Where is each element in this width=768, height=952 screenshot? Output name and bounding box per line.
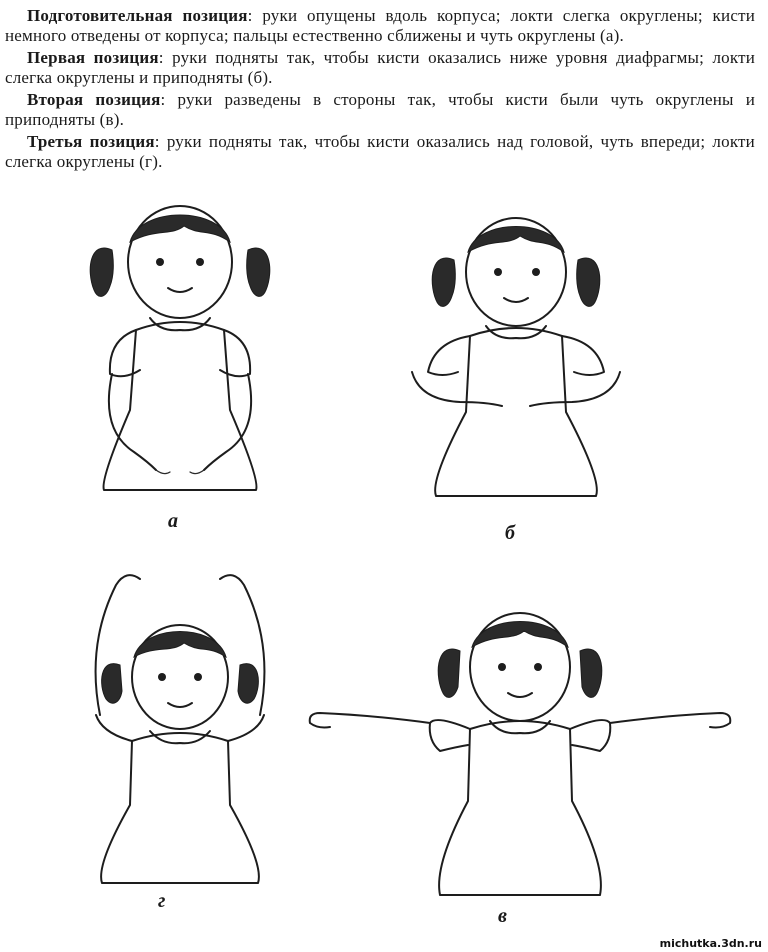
dress bbox=[435, 328, 597, 496]
dress bbox=[104, 322, 257, 490]
bangs bbox=[468, 227, 564, 253]
sleeve-left bbox=[430, 720, 470, 751]
desc-second: : руки разведены в стороны так, чтобы кисти были чуть округлены и приподняты (в). bbox=[5, 90, 755, 129]
arm-right bbox=[610, 713, 730, 728]
watermark: michutka.3dn.ru bbox=[659, 937, 762, 950]
instructions-text bbox=[5, 6, 755, 174]
sleeve-left bbox=[96, 715, 132, 741]
dress bbox=[439, 721, 601, 895]
term-third: Третья позиция bbox=[27, 132, 155, 151]
bangs bbox=[134, 632, 226, 658]
desc-third: : руки подняты так, чтобы кисти оказались над головой, чуть впереди; локти слегка округлены (г). bbox=[5, 132, 755, 171]
desc-preparatory: : руки опущены вдоль корпуса; локти слегка округлены; кисти немного отведены от корпуса; пальцы естественно сближены и чуть округлены (а). bbox=[5, 6, 755, 45]
paragraph-first bbox=[5, 48, 755, 88]
desc-first: : руки подняты так, чтобы кисти оказались ниже уровня диафрагмы; локти слегка округлены и приподняты (б). bbox=[5, 48, 755, 87]
paragraph-third bbox=[5, 132, 755, 172]
sleeve-right bbox=[228, 715, 264, 741]
paragraph-second bbox=[5, 90, 755, 130]
term-second: Вторая позиция bbox=[27, 90, 161, 109]
sleeve-right bbox=[570, 720, 610, 751]
caption-b: б bbox=[505, 522, 515, 544]
pigtail-right bbox=[580, 649, 602, 697]
bangs bbox=[130, 215, 230, 242]
pigtail-right bbox=[247, 248, 270, 296]
girl-figure-first bbox=[390, 200, 640, 510]
term-preparatory: Подготовительная позиция bbox=[27, 6, 248, 25]
caption-g: г bbox=[158, 890, 166, 912]
girl-figure-second bbox=[300, 595, 740, 905]
caption-v: в bbox=[498, 905, 507, 927]
sleeve-left bbox=[428, 336, 470, 375]
girl-figure-preparatory bbox=[60, 190, 300, 510]
pigtail-left bbox=[102, 664, 122, 704]
bangs bbox=[472, 622, 568, 648]
girl-figure-third bbox=[70, 565, 290, 890]
pigtail-left bbox=[432, 258, 455, 306]
pigtail-right bbox=[577, 258, 600, 306]
paragraph-preparatory bbox=[5, 6, 755, 46]
pigtail-left bbox=[438, 649, 460, 697]
arm-right bbox=[530, 372, 620, 406]
caption-a: а bbox=[168, 510, 178, 532]
term-first: Первая позиция bbox=[27, 48, 159, 67]
pigtail-right bbox=[238, 664, 258, 704]
dress bbox=[101, 733, 259, 883]
sleeve-right bbox=[562, 336, 604, 375]
pigtail-left bbox=[90, 248, 113, 296]
arm-left bbox=[412, 372, 502, 406]
arm-left bbox=[310, 713, 430, 728]
